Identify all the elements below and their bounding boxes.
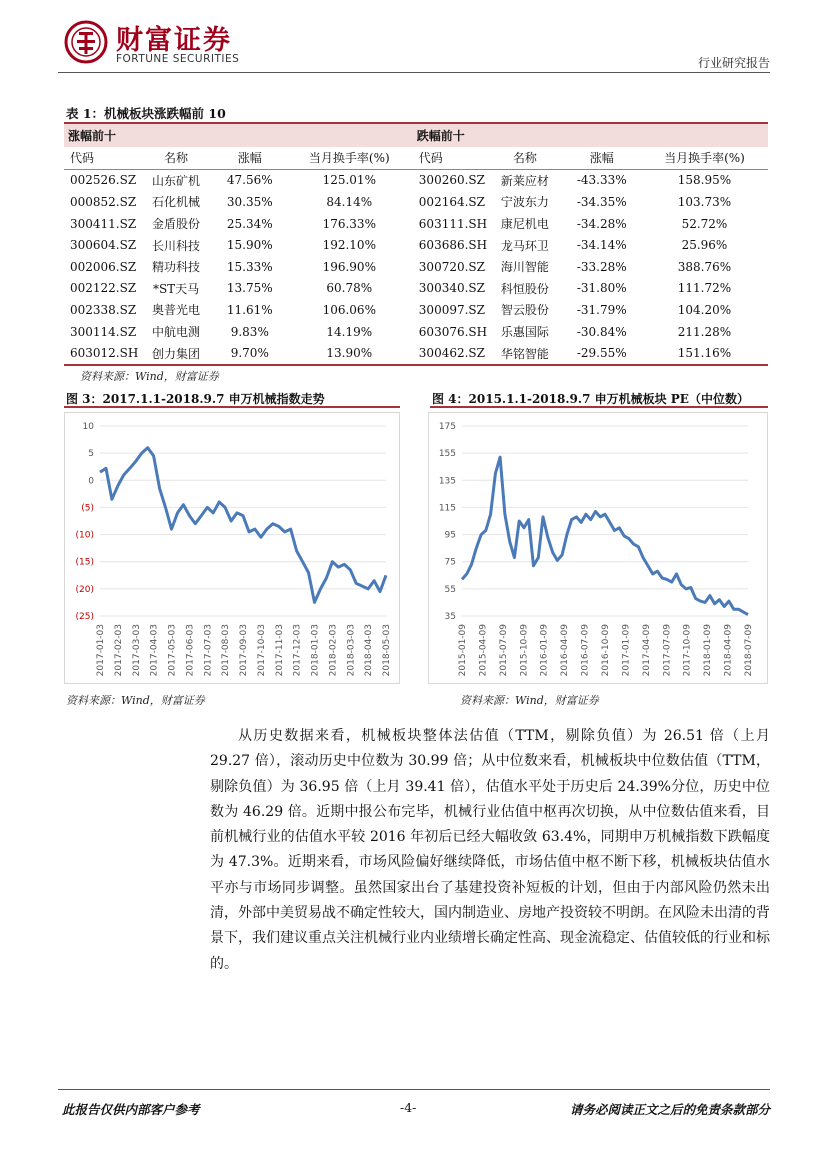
table-cell: 精功科技 — [152, 260, 201, 275]
table-row — [64, 234, 768, 256]
table-cell: 300097.SZ — [418, 302, 485, 317]
chart-machinery-pe — [428, 412, 768, 684]
table-cell: 15.90% — [226, 238, 273, 253]
table-cell: 奥普光电 — [152, 303, 201, 318]
x-tick-label: 2017-08-03 — [221, 624, 232, 677]
x-tick-label: 2017-03-03 — [131, 624, 142, 677]
table-cell: 603012.SH — [64, 342, 138, 365]
column-header: 名称 — [487, 147, 563, 169]
table-cell: 002164.SZ — [418, 194, 485, 209]
table-cell: 300114.SZ — [70, 324, 137, 339]
table-cell: 300462.SZ — [413, 342, 487, 365]
table-cell: 新莱应材 — [500, 173, 549, 188]
x-tick-label: 2017-10-09 — [682, 624, 693, 677]
figure4-rule — [430, 406, 768, 408]
table-title: 表 1：机械板块涨跌幅前 10 — [66, 106, 226, 121]
table-row — [64, 169, 768, 191]
table-cell: 华铭智能 — [487, 342, 563, 365]
table-cell: 海川智能 — [500, 260, 549, 275]
table-cell: 智云股份 — [500, 303, 549, 318]
footer-disclaimer-left: 此报告仅供内部客户参考 — [62, 1102, 200, 1117]
table-cell: *ST天马 — [152, 281, 200, 296]
table-cell: 300340.SZ — [418, 281, 485, 296]
column-header: 当月换手率(%) — [641, 147, 768, 169]
table-cell: 金盾股份 — [152, 217, 201, 232]
x-tick-label: 2018-03-03 — [346, 624, 357, 677]
x-tick-label: 2017-09-03 — [239, 624, 249, 677]
table-cell: 300604.SZ — [70, 238, 137, 253]
y-tick-label: 35 — [444, 612, 456, 622]
brand-name-en: FORTUNE SECURITIES — [116, 53, 240, 65]
table-cell: 60.78% — [326, 281, 373, 296]
x-tick-label: 2017-06-03 — [185, 624, 196, 677]
table-cell: 84.14% — [326, 194, 373, 209]
table-row — [64, 299, 768, 321]
y-tick-label: 175 — [438, 422, 456, 432]
x-tick-label: 2016-01-09 — [539, 624, 550, 677]
table-cell: 25.34% — [226, 216, 273, 231]
x-tick-label: 2016-10-09 — [601, 624, 611, 677]
x-tick-label: 2018-01-03 — [310, 624, 321, 677]
x-tick-label: 2017-10-03 — [256, 624, 267, 677]
table-cell: 106.06% — [322, 302, 376, 317]
x-tick-label: 2016-07-09 — [580, 624, 591, 677]
table-cell: 192.10% — [322, 238, 376, 253]
table-cell: 宁波东力 — [500, 195, 549, 210]
report-type: 行业研究报告 — [697, 56, 770, 70]
table-cell: 11.61% — [226, 302, 273, 317]
table-cell: 002338.SZ — [70, 302, 137, 317]
body-text — [210, 724, 770, 977]
table-cell: 乐惠国际 — [500, 325, 549, 340]
table-cell: 9.70% — [214, 342, 286, 365]
table-cell: 125.01% — [322, 173, 376, 188]
table-cell: 康尼机电 — [500, 217, 549, 232]
x-tick-label: 2017-07-09 — [662, 624, 673, 677]
page-number: -4- — [400, 1100, 417, 1115]
y-tick-label: (10) — [75, 530, 94, 541]
table-cell: 300411.SZ — [70, 216, 137, 231]
x-tick-label: 2017-04-09 — [641, 624, 652, 677]
table-cell: -33.28% — [576, 259, 627, 274]
table-cell: 47.56% — [226, 173, 273, 188]
figure3-source: 资料来源：Wind，财富证券 — [66, 694, 205, 707]
y-tick-label: 10 — [82, 422, 94, 432]
table-cell: 176.33% — [322, 216, 376, 231]
table-cell: -29.55% — [563, 342, 641, 365]
y-tick-label: 135 — [438, 476, 456, 487]
x-tick-label: 2017-01-09 — [621, 624, 632, 677]
x-tick-label: 2016-04-09 — [560, 624, 571, 677]
table-cell: 龙马环卫 — [500, 238, 549, 253]
table-cell: 111.72% — [677, 281, 732, 296]
y-tick-label: 155 — [438, 449, 456, 460]
table-cell: -34.35% — [576, 194, 627, 209]
table-cell: -43.33% — [576, 173, 627, 188]
table-cell: 103.73% — [677, 194, 732, 209]
table-cell: 300720.SZ — [418, 259, 485, 274]
table-row — [64, 278, 768, 300]
table-cell: 山东矿机 — [152, 173, 201, 188]
table-cell: 002526.SZ — [70, 173, 137, 188]
table-cell: 30.35% — [226, 194, 273, 209]
y-tick-label: (25) — [75, 612, 94, 622]
footer-disclaimer-right: 请务必阅读正文之后的免责条款部分 — [569, 1102, 770, 1117]
table-cell: 9.83% — [230, 324, 269, 339]
x-tick-label: 2015-04-09 — [478, 624, 489, 677]
table-cell: 104.20% — [677, 302, 732, 317]
table-cell: -31.79% — [576, 302, 627, 317]
column-header: 代码 — [413, 147, 487, 169]
table-cell: 196.90% — [322, 259, 376, 274]
y-tick-label: 5 — [88, 449, 94, 460]
table-row — [64, 321, 768, 343]
figure4-title: 图 4：2015.1.1-2018.9.7 申万机械板块 PE（中位数） — [432, 392, 749, 406]
x-tick-label: 2015-01-09 — [458, 624, 468, 677]
chart-machinery-index — [64, 412, 400, 684]
x-tick-label: 2017-11-03 — [274, 624, 285, 677]
table-cell: 石化机械 — [152, 195, 201, 210]
x-tick-label: 2018-04-03 — [364, 624, 375, 677]
table-cell: 388.76% — [677, 259, 732, 274]
x-tick-label: 2015-07-09 — [498, 624, 509, 677]
x-tick-label: 2017-01-03 — [96, 624, 106, 677]
column-header: 名称 — [138, 147, 214, 169]
table-cell: 13.75% — [226, 281, 273, 296]
table-cell: 14.19% — [326, 324, 373, 339]
table-cell: 603111.SH — [418, 216, 488, 231]
body-paragraph: 从历史数据来看，机械板块整体法估值（TTM，剔除负值）为 26.51 倍（上月 29.27 倍），滚动历史中位数为 30.99 倍；从中位数来看，机械板块中位数估值（TTM，剔除负值）为 36.95 倍（上月 39.41 倍），估值水平处于历史后 24.39%分位，历史中位数为 46.29 倍。近期中报公布完毕，机械行业估值中枢再次切换，从中位数估值来看，目前机械行业的估值水平较 2016 年初后已经大幅收敛 63.4%，同期申万机械指数下跌幅度为 47.3%。近期来看，市场风险偏好继续降低，市场估值中枢不断下移，机械板块估值水平亦与市场同步调整。虽然国家出台了基建投资补短板的计划，但由于内部风险仍然未出清，外部中美贸易战不确定性较大，国内制造业、房地产投资较不明朗。在风险未出清的背景下，我们建议重点关注机械行业内业绩增长确定性高、现金流稳定、估值较低的行业和标的。 — [210, 728, 770, 972]
column-header: 涨幅 — [563, 147, 641, 169]
figure3-title: 图 3：2017.1.1-2018.9.7 申万机械指数走势 — [66, 392, 325, 406]
x-tick-label: 2017-05-03 — [167, 624, 178, 677]
x-tick-label: 2018-02-03 — [328, 624, 339, 677]
table-cell: 长川科技 — [152, 238, 201, 253]
table-cell: 002006.SZ — [70, 259, 137, 274]
table-cell: 52.72% — [681, 216, 728, 231]
table-cell: 603076.SH — [418, 324, 488, 339]
header-divider — [58, 72, 770, 73]
y-tick-label: (20) — [75, 584, 94, 595]
table-cell: 151.16% — [641, 342, 768, 365]
figure3-rule — [64, 406, 400, 408]
y-tick-label: 95 — [444, 530, 456, 541]
table-cell: -30.84% — [576, 324, 627, 339]
y-tick-label: 55 — [444, 584, 456, 595]
table-cell: -34.14% — [576, 238, 627, 253]
table-cell: 158.95% — [677, 173, 732, 188]
table-cell: 13.90% — [286, 342, 413, 365]
y-tick-label: (15) — [75, 557, 94, 568]
column-header: 当月换手率(%) — [286, 147, 413, 169]
brand-name-cn: 财富证券 — [116, 25, 232, 56]
group-gainers: 涨幅前十 — [64, 123, 413, 147]
table-cell: 25.96% — [681, 238, 728, 253]
table-row — [64, 256, 768, 278]
table-cell: 300260.SZ — [418, 173, 485, 188]
table-row — [64, 342, 768, 365]
y-tick-label: (5) — [81, 503, 94, 514]
y-tick-label: 75 — [444, 557, 456, 568]
x-tick-label: 2018-07-09 — [744, 624, 754, 677]
x-tick-label: 2015-10-09 — [519, 624, 530, 677]
x-tick-label: 2018-01-09 — [703, 624, 714, 677]
group-losers: 跌幅前十 — [413, 123, 768, 147]
table-cell: 002122.SZ — [70, 281, 137, 296]
column-header: 代码 — [64, 147, 138, 169]
x-tick-label: 2017-02-03 — [113, 624, 124, 677]
table-cell: -31.80% — [576, 281, 627, 296]
table-row — [64, 191, 768, 213]
table-source: 资料来源：Wind，财富证券 — [80, 370, 219, 383]
y-tick-label: 115 — [438, 503, 456, 514]
top10-table — [64, 122, 768, 366]
x-tick-label: 2018-04-09 — [723, 624, 734, 677]
column-header: 涨幅 — [214, 147, 286, 169]
table-cell: 创力集团 — [138, 342, 214, 365]
table-group-row — [64, 123, 768, 147]
table-cell: -34.28% — [576, 216, 627, 231]
y-tick-label: 0 — [88, 476, 94, 487]
table-cell: 中航电测 — [152, 325, 201, 340]
figure4-source: 资料来源：Wind，财富证券 — [460, 694, 599, 707]
table-row — [64, 213, 768, 235]
table-cell: 15.33% — [226, 259, 273, 274]
table-cell: 000852.SZ — [70, 194, 137, 209]
company-logo — [64, 20, 108, 64]
table-cell: 603686.SH — [418, 238, 488, 253]
x-tick-label: 2017-12-03 — [292, 624, 303, 677]
x-tick-label: 2018-05-03 — [382, 624, 392, 677]
x-tick-label: 2017-07-03 — [203, 624, 214, 677]
table-cell: 科恒股份 — [500, 281, 549, 296]
x-tick-label: 2017-04-03 — [149, 624, 160, 677]
table-header-row — [64, 147, 768, 169]
footer-divider — [58, 1089, 770, 1090]
table-cell: 211.28% — [677, 324, 732, 339]
